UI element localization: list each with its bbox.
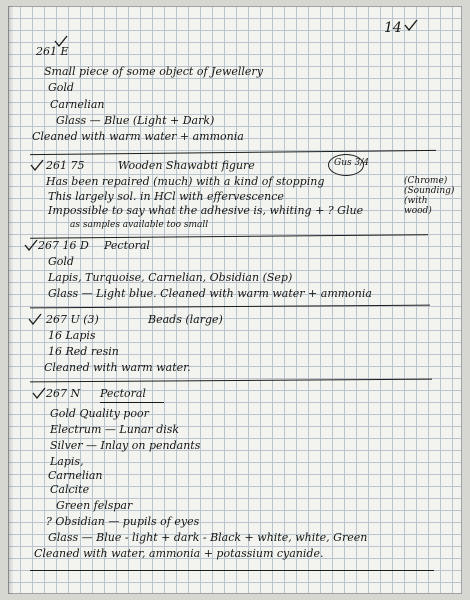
entry-line: Green felspar xyxy=(56,499,133,512)
entry-line: Glass — Blue (Light + Dark) xyxy=(56,114,215,127)
entry-id: 261 E xyxy=(36,45,69,58)
entry-title: Wooden Shawabti figure xyxy=(118,159,255,172)
entry-line: Carnelian xyxy=(48,469,103,482)
circle-mark xyxy=(328,154,364,176)
entry-line: as samples available too small xyxy=(70,220,209,230)
entry-line: Gold Quality poor xyxy=(50,407,149,420)
divider-line xyxy=(30,570,434,571)
entry-line: Lapis, xyxy=(50,455,84,468)
notebook-page xyxy=(8,6,462,594)
divider-line xyxy=(30,150,436,155)
entry-line: Glass — Blue - light + dark - Black + white, white, Green xyxy=(48,531,368,544)
entry-line: Gold xyxy=(48,255,74,268)
entry-id: 267 16 D xyxy=(38,239,89,252)
margin-note: (Chrome) (Sounding) (with wood) xyxy=(404,176,455,216)
checkmark-icon xyxy=(30,158,44,170)
entry-id: 261 75 xyxy=(46,159,85,172)
divider-line xyxy=(30,305,430,309)
checkmark-icon xyxy=(32,386,46,398)
entry-line: Has been repaired (much) with a kind of stopping xyxy=(46,175,325,188)
entry-title: Pectoral xyxy=(104,239,150,252)
entry-title: Beads (large) xyxy=(148,313,223,326)
entry-line: Glass — Light blue. Cleaned with warm water + ammonia xyxy=(48,287,372,300)
entry-id: 267 U (3) xyxy=(46,313,99,326)
entry-line: Impossible to say what the adhesive is, whiting + ? Glue xyxy=(48,204,364,217)
checkmark-icon xyxy=(24,238,38,250)
page-number: 14 xyxy=(384,20,402,36)
entry-line: Carnelian xyxy=(50,98,105,111)
entry-line: Silver — Inlay on pendants xyxy=(50,439,201,452)
divider-line xyxy=(30,234,428,238)
checkmark-icon xyxy=(28,312,42,324)
entry-line: Calcite xyxy=(50,483,90,496)
entry-line: Electrum — Lunar disk xyxy=(50,423,180,436)
entry-line: Cleaned with warm water. xyxy=(44,361,191,374)
divider-line xyxy=(30,379,432,383)
circled-note: Gus 3/4 xyxy=(334,158,369,168)
entry-title: Pectoral xyxy=(100,387,146,400)
entry-line: ? Obsidian — pupils of eyes xyxy=(46,515,200,528)
entry-line: 16 Red resin xyxy=(48,345,119,358)
title-underline xyxy=(100,402,164,403)
entry-line: 16 Lapis xyxy=(48,329,96,342)
entry-line: This largely sol. in HCl with effervescence xyxy=(48,190,284,203)
entry-line: Lapis, Turquoise, Carnelian, Obsidian (Sep) xyxy=(48,271,293,284)
checkmark-icon xyxy=(404,18,418,30)
entry-line: Cleaned with water, ammonia + potassium cyanide. xyxy=(34,547,324,560)
entry-line: Cleaned with warm water + ammonia xyxy=(32,130,244,143)
entry-line: Small piece of some object of Jewellery xyxy=(44,65,263,78)
entry-line: Gold xyxy=(48,81,74,94)
entry-id: 267 N xyxy=(46,387,81,400)
